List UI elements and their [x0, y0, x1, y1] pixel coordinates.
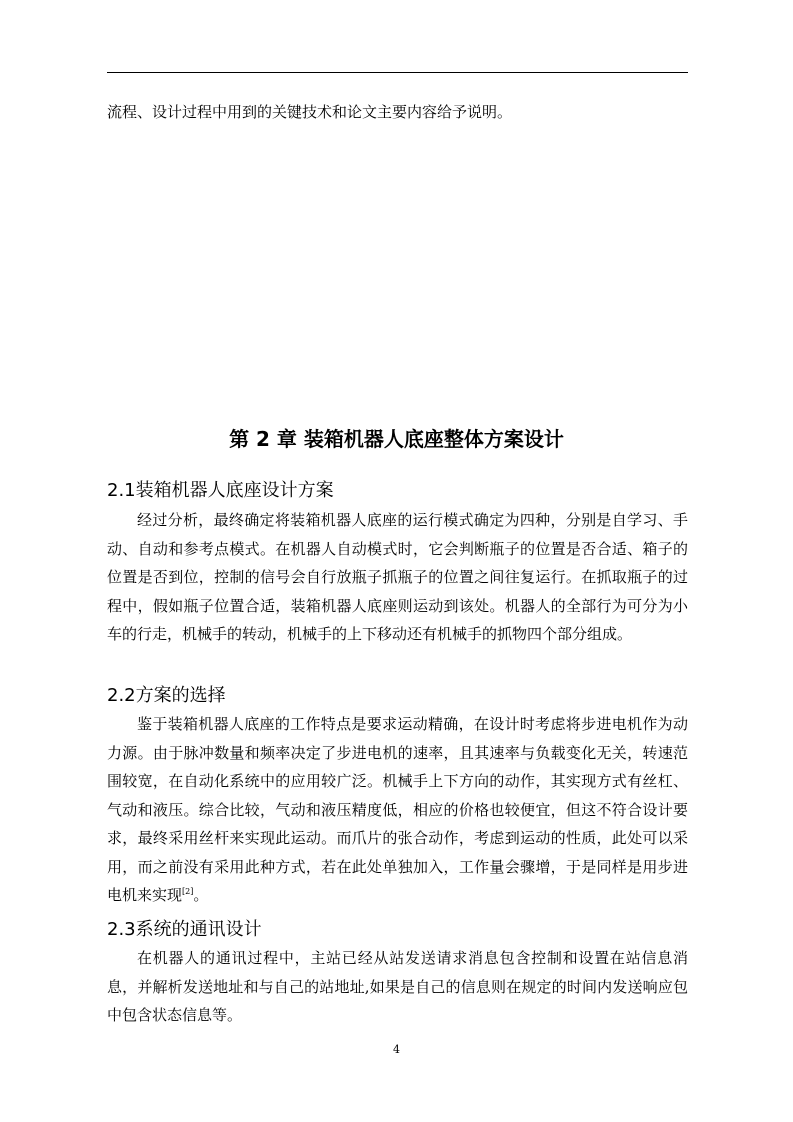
page-number: 4 [393, 1043, 400, 1056]
section-2-1-title: 2.1装箱机器人底座设计方案 [107, 480, 334, 501]
section-2-2-title: 2.2方案的选择 [107, 685, 226, 706]
header-rule [107, 72, 688, 73]
section-2-2-body [107, 710, 688, 910]
section-2-3-body: 在机器人的通讯过程中，主站已经从站发送请求消息包含控制和设置在站信息消息，并解析发送地址和与自己的站地址,如果是自己的信息则在规定的时间内发送响应包中包含状态信息等。 [107, 949, 688, 1024]
section-2-2-body-text: 鉴于装箱机器人底座的工作特点是要求运动精确，在设计时考虑将步进电机作为动力源。由于脉冲数量和频率决定了步进电机的速率，且其速率与负载变化无关，转速范围较宽，在自动化系统中的应用较广泛。机械手上下方向的动作，其实现方式有丝杠、气动和液压。综合比较，气动和液压精度低，相应的价格也较便宜，但这不符合设计要求，最终采用丝杆来实现此运动。而爪片的张合动作，考虑到运动的性质，此处可以采用，而之前没有采用此种方式，若在此处单独加入，工作量会骤增，于是同样是用步进电机来实现 [107, 715, 688, 904]
section-2-2-body-end: 。 [193, 886, 209, 904]
carryover-paragraph: 流程、设计过程中用到的关键技术和论文主要内容给予说明。 [107, 103, 513, 121]
chapter-title: 第 2 章 装箱机器人底座整体方案设计 [229, 427, 564, 451]
section-2-1-body: 经过分析，最终确定将装箱机器人底座的运行模式确定为四种，分别是自学习、手动、自动和参考点模式。在机器人自动模式时，它会判断瓶子的位置是否合适、箱子的位置是否到位，控制的信号会自行放瓶子抓瓶子的位置之间往复运行。在抓取瓶子的过程中，假如瓶子位置合适，装箱机器人底座则运动到该处。机器人的全部行为可分为小车的行走，机械手的转动，机械手的上下移动还有机械手的抓物四个部分组成。 [107, 511, 688, 643]
section-2-3-title: 2.3系统的通讯设计 [107, 919, 262, 940]
citation-ref: [2] [182, 887, 194, 896]
